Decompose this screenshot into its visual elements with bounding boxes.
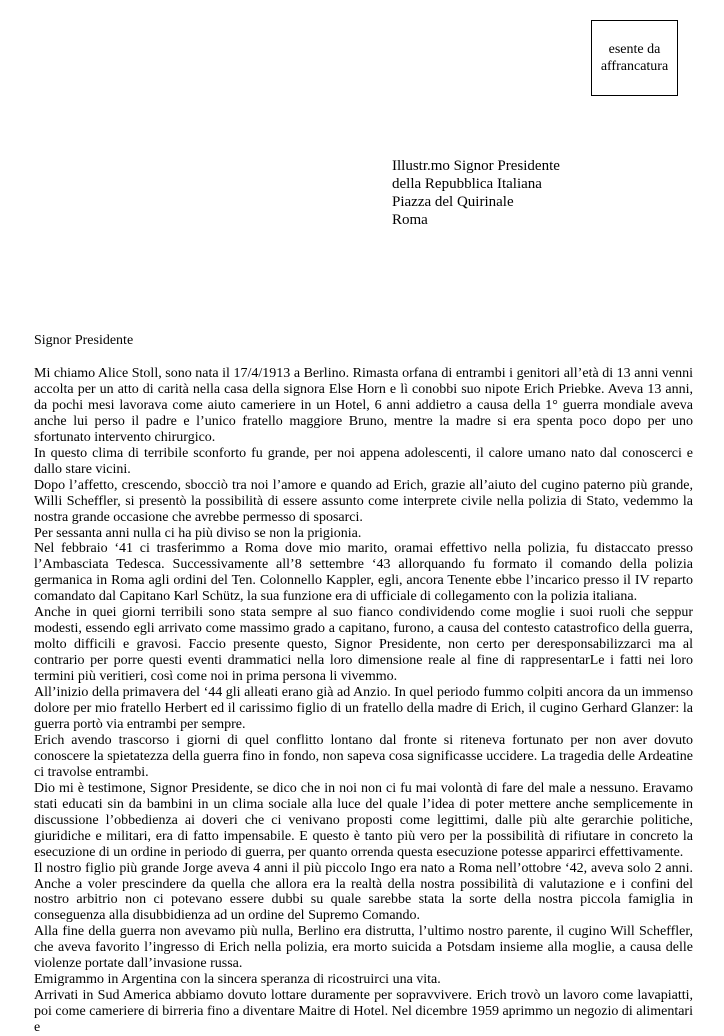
paragraph: Mi chiamo Alice Stoll, sono nata il 17/4/1913 a Berlino. Rimasta orfana di entrambi i genitori all’età di 13 anni venni accolta per un atto di carità nella casa della signora Else Horn e lì conobbi suo nipote Erich Priebke. Aveva 13 anni, da pochi mesi lavorava come aiuto cameriere in un Hotel, 6 anni addietro a causa della 1° guerra mondiale aveva anche lui perso il padre e l’unico fratello maggiore Bruno, mentre la madre si era spenta poco dopo per uno sfortunato intervento chirurgico. <box>34 366 693 445</box>
paragraph: Emigrammo in Argentina con la sincera speranza di ricostruirci una vita. <box>34 972 441 988</box>
address-line: della Repubblica Italiana <box>392 176 542 192</box>
paragraph: Il nostro figlio più grande Jorge aveva 4 anni il più piccolo Ingo era nato a Roma nell’ottobre ‘42, aveva solo 2 anni. Anche a voler prescindere da quella che allora era la realtà della nostra possibilità di valutazione e i confini del nostro arbitrio non ci potevano essere dubbi su quale sarebbe stata la sorte della nostra piccola famiglia in conseguenza alla disubbidienza ad un ordine del Supremo Comando. <box>34 860 693 924</box>
paragraph: All’inizio della primavera del ‘44 gli alleati erano già ad Anzio. In quel periodo fummo colpiti ancora da un immenso dolore per mio fratello Herbert ed il carissimo figlio di un fratello della madre di Erich, il cugino Gerhard Glanzer: la guerra portò via entrambi per sempre. <box>34 685 693 732</box>
recipient-address <box>392 157 560 229</box>
paragraph: Nel febbraio ‘41 ci trasferimmo a Roma dove mio marito, oramai effettivo nella polizia, fu distaccato presso l’Ambasciata Tedesca. Successivamente all’8 settembre ‘43 allorquando fu formato il comando della polizia germanica in Roma agli ordini del Ten. Colonnello Kappler, egli, ancora Tenente ebbe l’incarico presso il IV reparto comandato dal Capitano Karl Schütz, la sua funzione era di ufficiale di collegamento con la polizia italiana. <box>34 541 693 605</box>
paragraph: In questo clima di terribile sconforto fu grande, per noi appena adolescenti, il calore umano nato dal conoscerci e dallo stare vicini. <box>34 445 693 477</box>
paragraph: Erich avendo trascorso i giorni di quel conflitto lontano dal fronte si riteneva fortunato per non aver dovuto conoscere la spietatezza della guerra fino in fondo, non sapeva cosa significasse uccidere. La tragedia delle Ardeatine ci travolse entrambi. <box>34 732 693 780</box>
stamp-line-1: esente da <box>608 42 661 57</box>
paragraph: Anche in quei giorni terribili sono stata sempre al suo fianco condividendo come moglie i suoi ruoli che seppur modesti, essendo egli arrivato come massimo grado a capitano, furono, a causa del contesto catastrofico della guerra, molto difficili e gravosi. Faccio presente questo, Signor Presidente, non certo per deresponsabilizzarci ma al contrario per porre questi eventi drammatici nella loro dimensione reale al fine di rappresentarLe i fatti nei loro termini più veritieri, così come noi in prima persona li vivemmo. <box>34 605 693 685</box>
paragraph: Dio mi è testimone, Signor Presidente, se dico che in noi non ci fu mai volontà di fare del male a nessuno. Eravamo stati educati sin da bambini in un clima sociale alla luce del quale l’idea di poter mettere anche semplicemente in discussione l’obbedienza ai doveri che ci venivano proposti come legittimi, dalle più alte gerarchie politiche, giuridiche e militari, era di fatto impensabile. E questo è tanto più vero per la possibilità di rifiutare in concreto la esecuzione di un ordine in periodo di guerra, per quanto orrenda questa esecuzione potesse apparirci effettivamente. <box>34 780 693 860</box>
paragraph: Arrivati in Sud America abbiamo dovuto lottare duramente per sopravvivere. Erich trovò un lavoro come lavapiatti, poi come cameriere di birreria fino a diventare Maitre di Hotel. Nel dicembre 1959 aprimmo un negozio di alimentari e <box>34 988 693 1036</box>
stamp-line-2: affrancatura <box>600 59 669 74</box>
postage-exempt-box <box>591 20 678 96</box>
paragraph: Dopo l’affetto, crescendo, sbocciò tra noi l’amore e quando ad Erich, grazie all’aiuto del cugino paterno più grande, Willi Scheffler, si presentò la possibilità di essere assunto come interprete civile nella polizia di Stato, vedemmo la nostra grande occasione che avrebbe permesso di sposarci. <box>34 477 693 525</box>
address-line: Piazza del Quirinale <box>392 194 514 210</box>
salutation: Signor Presidente <box>34 333 134 348</box>
paragraph: Alla fine della guerra non avevamo più nulla, Berlino era distrutta, l’ultimo nostro parente, il cugino Will Scheffler, che aveva favorito l’ingresso di Erich nella polizia, era morto suicida a Potsdam insieme alla moglie, a causa delle violenze portate dall’invasione russa. <box>34 924 693 972</box>
paragraph: Per sessanta anni nulla ci ha più diviso se non la prigionia. <box>34 525 362 541</box>
address-line: Roma <box>392 212 428 228</box>
address-line: Illustr.mo Signor Presidente <box>392 158 560 174</box>
letter-body <box>34 366 693 1036</box>
